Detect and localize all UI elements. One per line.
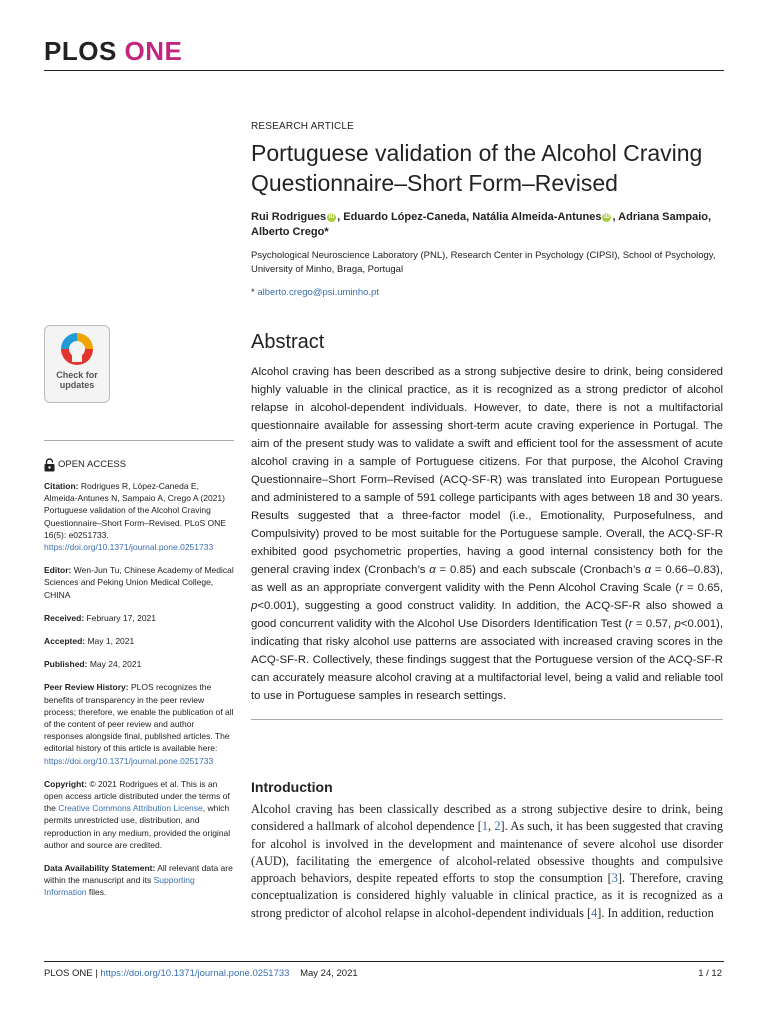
- abstract-divider: [251, 719, 723, 720]
- reference-link[interactable]: 4: [591, 905, 598, 920]
- r-symbol: r: [679, 582, 683, 594]
- open-access-label: [44, 458, 234, 472]
- author-name[interactable]: Adriana Sampaio: [618, 211, 709, 223]
- email-star: *: [251, 287, 255, 298]
- reference-link[interactable]: 2: [494, 819, 501, 834]
- abstract-segment: = 0.85) and each subscale (Cronbach’s: [435, 564, 645, 576]
- logo-plos-text: PLOS: [44, 36, 117, 66]
- abstract-segment: = 0.57,: [632, 618, 675, 630]
- peer-review-text: PLOS recognizes the benefits of transparency in the peer review process; therefore, we enable the publication of all of the content of peer review and author responses alongside final, published articles. The editorial history of this article is available here:: [44, 682, 234, 754]
- author-list: [251, 210, 721, 240]
- data-availability-text: All relevant data are within the manuscript and its: [44, 863, 233, 886]
- footer-date: May 24, 2021: [300, 968, 358, 979]
- accepted-date: May 1, 2021: [85, 636, 135, 647]
- footer-journal: PLOS ONE: [44, 968, 93, 979]
- r-symbol: r: [628, 618, 633, 630]
- intro-segment: Alcohol craving has been classically described as a strong subjective desire to drink, being considered a hallmark of alcohol dependence [: [251, 802, 723, 834]
- copyright-text-end: , which permits unrestricted use, distribution, and reproduction in any medium, provided the original author and source are credited.: [44, 803, 231, 850]
- data-availability-label: Data Availability Statement:: [44, 863, 156, 874]
- alpha-symbol: α: [644, 564, 652, 576]
- open-lock-icon: [44, 458, 55, 472]
- author-name[interactable]: Alberto Crego: [251, 226, 325, 238]
- editor-block: [44, 564, 234, 601]
- copyright-block: [44, 778, 234, 851]
- intro-segment: ]. Therefore, craving conceptualization is considered highly valuable in clinical practice, as it is recognized as a strong predictor of alcohol relapse in alcohol-dependent individuals [: [251, 871, 723, 920]
- sidebar-divider: [44, 440, 234, 441]
- corresponding-email-line: [251, 287, 379, 298]
- footer-separator: |: [92, 968, 101, 979]
- introduction-heading: Introduction: [251, 779, 333, 795]
- author-separator: ,: [612, 211, 619, 223]
- editor-text: Wen-Jun Tu, Chinese Academy of Medical Sciences and Peking Union Medical College, CHINA: [44, 565, 234, 600]
- peer-review-block: [44, 681, 234, 766]
- citation-text: Rodrigues R, López-Caneda E, Almeida-Antunes N, Sampaio A, Crego A (2021) Portuguese validation of the Alcohol Craving Questionnaire–Short Form–Revised. PLoS ONE 16(5): e0251733.: [44, 481, 226, 540]
- article-info-sidebar: [44, 458, 234, 910]
- editor-label: Editor:: [44, 565, 72, 576]
- citation-doi-link[interactable]: https://doi.org/10.1371/journal.pone.0251733: [44, 542, 214, 553]
- copyright-label: Copyright:: [44, 778, 87, 789]
- abstract-segment: <0.001), indicating that risky alcohol use patterns are associated with increased craving scores in the ACQ-SF-R. Collectively, these findings suggest that the Portuguese version of the ACQ-SF-R can accurately measure alcohol craving at a multifactorial level, being a valid and reliable tool to use in Portuguese samples in research settings.: [251, 618, 723, 702]
- author-name[interactable]: Eduardo López-Caneda: [343, 211, 467, 223]
- data-availability-text-end: files.: [86, 887, 107, 898]
- published-label: Published:: [44, 659, 88, 670]
- intro-segment: ]. As such, it has been suggested that craving for alcohol is involved in the development and maintenance of severe alcohol use disorder (AUD), facilitating the emergence of alcohol-related obsessive thoughts and compulsive approach behaviors, despite repeated efforts to stop the consumption [: [251, 819, 723, 886]
- received-date: February 17, 2021: [84, 612, 156, 623]
- accepted-block: [44, 635, 234, 647]
- received-block: [44, 612, 234, 624]
- orcid-icon[interactable]: iD: [603, 213, 610, 220]
- intro-segment: ,: [487, 819, 495, 834]
- accepted-label: Accepted:: [44, 636, 86, 647]
- author-separator: ,: [708, 211, 712, 223]
- logo-one-text: ONE: [124, 36, 183, 66]
- data-availability-block: [44, 862, 234, 899]
- abstract-segment: = 0.66–0.83), as well as an appropriate convergent validity with the Penn Alcohol Craving Scale (: [251, 564, 723, 594]
- author-name[interactable]: Natália Almeida-Antunes: [472, 211, 602, 223]
- footer-doi-link[interactable]: https://doi.org/10.1371/journal.pone.0251733: [100, 968, 290, 979]
- received-label: Received:: [44, 612, 85, 623]
- peer-review-link[interactable]: https://doi.org/10.1371/journal.pone.0251733: [44, 755, 214, 766]
- header-divider: [44, 70, 724, 71]
- badge-line-2: updates: [59, 380, 95, 390]
- article-type: RESEARCH ARTICLE: [251, 121, 355, 132]
- affiliation: Psychological Neuroscience Laboratory (PNL), Research Center in Psychology (CIPSI), School of Psychology, University of Minho, Braga, Portugal: [251, 250, 716, 275]
- citation-block: [44, 480, 234, 553]
- article-title: Portuguese validation of the Alcohol Craving Questionnaire–Short Form–Revised: [251, 140, 703, 196]
- published-date: May 24, 2021: [87, 659, 142, 670]
- copyright-text: © 2021 Rodrigues et al. This is an open access article distributed under the terms of the: [44, 778, 230, 814]
- author-separator: ,: [337, 211, 344, 223]
- published-block: [44, 658, 234, 670]
- badge-line-1: Check for: [56, 370, 98, 380]
- license-link[interactable]: Creative Commons Attribution License: [58, 803, 203, 814]
- intro-segment: ]. In addition, reduction: [597, 905, 714, 920]
- abstract-segment: Alcohol craving has been described as a strong subjective desire to drink, being considered highly valuable in the clinical practice, as it is recognized as a strong predictor of alcohol relapse in alcohol-dependent individuals. However, to date, there is not a multifactorial questionnaire available for assessing short-term acute craving experience in Portugal. The aim of the present study was to validate a swift and efficient tool for the assessment of acute alcohol craving in a sample of Portuguese citizens. For that purpose, the Alcohol Craving Questionnaire–Short Form–Revised (ACQ-SF-R) was translated into European Portuguese and administered to a sample of 591 college participants with ages between 18 and 30 years. Results suggested that a three-factor model (i.e., Emotionality, Purposefulness, and Compulsivity) proved to be most suitable for the Portuguese sample. Overall, the ACQ-SF-R exhibited good psychometric properties, having a good internal consistency both for the general craving index (Cronbach’s: [251, 366, 723, 576]
- reference-link[interactable]: 3: [611, 871, 618, 886]
- author-name[interactable]: Rui Rodrigues: [251, 211, 327, 223]
- abstract-text: [251, 363, 723, 705]
- citation-label: Citation:: [44, 481, 79, 491]
- journal-logo[interactable]: [44, 36, 182, 67]
- email-link[interactable]: alberto.crego@psi.uminho.pt: [257, 287, 379, 298]
- footer-info: [44, 968, 358, 979]
- badge-label: [45, 370, 109, 390]
- abstract-segment: <0.001), suggesting a good construct validity. In addition, the ACQ-SF-R also showed a good concurrent validity with the Alcohol Use Disorders Identification Test (: [251, 600, 723, 630]
- alpha-symbol: α: [429, 564, 436, 576]
- check-for-updates-icon: [60, 332, 94, 366]
- abstract-segment: = 0.65,: [682, 582, 723, 594]
- author-separator: ,: [466, 211, 473, 223]
- orcid-icon[interactable]: iD: [328, 213, 335, 220]
- supporting-information-link[interactable]: Supporting Information: [44, 875, 195, 898]
- p-symbol: p: [251, 600, 258, 612]
- p-symbol: p: [674, 618, 681, 630]
- page-number: 1 / 12: [698, 968, 722, 979]
- corresponding-star: *: [324, 226, 329, 238]
- introduction-text: [251, 801, 723, 922]
- footer-divider: [44, 961, 724, 962]
- open-access-text: OPEN ACCESS: [58, 458, 127, 470]
- reference-link[interactable]: 1: [481, 819, 488, 834]
- peer-review-label: Peer Review History:: [44, 682, 129, 693]
- check-for-updates-badge[interactable]: [44, 325, 110, 403]
- abstract-heading: Abstract: [251, 331, 325, 353]
